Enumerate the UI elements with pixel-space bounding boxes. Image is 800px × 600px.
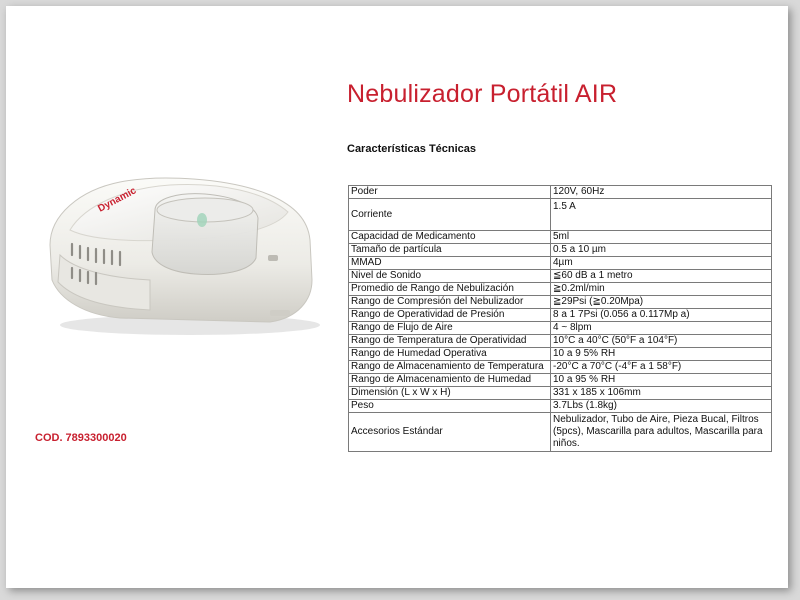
table-row xyxy=(349,186,772,199)
page-title: Nebulizador Portátil AIR xyxy=(347,80,618,108)
product-code: COD. 7893300020 xyxy=(35,432,127,444)
table-row xyxy=(349,244,772,257)
spec-value: 5ml xyxy=(551,231,772,244)
spec-value: ≧29Psi (≧0.20Mpa) xyxy=(551,296,772,309)
spec-label: Rango de Flujo de Aire xyxy=(349,322,551,335)
spec-label: Capacidad de Medicamento xyxy=(349,231,551,244)
spec-label: Accesorios Estándar xyxy=(349,413,551,452)
spec-label: Rango de Operatividad de Presión xyxy=(349,309,551,322)
spec-value: -20°C a 70°C (-4°F a 1 58°F) xyxy=(551,361,772,374)
spec-value: ≦60 dB a 1 metro xyxy=(551,270,772,283)
spec-value: 3.7Lbs (1.8kg) xyxy=(551,400,772,413)
spec-value: 8 a 1 7Psi (0.056 a 0.117Mp a) xyxy=(551,309,772,322)
spec-label: Peso xyxy=(349,400,551,413)
spec-value: 1.5 A xyxy=(551,199,772,231)
spec-label: Corriente xyxy=(349,199,551,231)
spec-value: 4µm xyxy=(551,257,772,270)
spec-label: Rango de Almacenamiento de Humedad xyxy=(349,374,551,387)
table-row xyxy=(349,199,772,231)
table-row xyxy=(349,257,772,270)
spec-value: 10 a 9 5% RH xyxy=(551,348,772,361)
table-row xyxy=(349,335,772,348)
spec-label: Rango de Almacenamiento de Temperatura xyxy=(349,361,551,374)
spec-label: Promedio de Rango de Nebulización xyxy=(349,283,551,296)
nebulizer-product-image xyxy=(30,160,330,340)
table-row xyxy=(349,309,772,322)
table-row xyxy=(349,296,772,309)
spec-label: MMAD xyxy=(349,257,551,270)
spec-value: 331 x 185 x 106mm xyxy=(551,387,772,400)
spec-value: 10 a 95 % RH xyxy=(551,374,772,387)
spec-value: 120V, 60Hz xyxy=(551,186,772,199)
section-subtitle: Características Técnicas xyxy=(347,143,477,155)
specs-table xyxy=(348,185,772,452)
table-row xyxy=(349,348,772,361)
spec-value: Nebulizador, Tubo de Aire, Pieza Bucal, Filtros (5pcs), Mascarilla para adultos, Mascarilla para niños. xyxy=(551,413,772,452)
table-row xyxy=(349,413,772,452)
spec-label: Poder xyxy=(349,186,551,199)
table-row xyxy=(349,231,772,244)
spec-label: Nivel de Sonido xyxy=(349,270,551,283)
spec-value: ≧0.2ml/min xyxy=(551,283,772,296)
table-row xyxy=(349,283,772,296)
spec-label: Rango de Humedad Operativa xyxy=(349,348,551,361)
table-row xyxy=(349,387,772,400)
table-row xyxy=(349,322,772,335)
spec-label: Dimensión (L x W x H) xyxy=(349,387,551,400)
table-row xyxy=(349,270,772,283)
spec-value: 4 ~ 8lpm xyxy=(551,322,772,335)
table-row xyxy=(349,374,772,387)
spec-label: Rango de Compresión del Nebulizador xyxy=(349,296,551,309)
svg-text:Dynamic: Dynamic xyxy=(96,185,139,215)
spec-value: 0.5 a 10 µm xyxy=(551,244,772,257)
table-row xyxy=(349,400,772,413)
table-row xyxy=(349,361,772,374)
spec-value: 10°C a 40°C (50°F a 104°F) xyxy=(551,335,772,348)
spec-label: Tamaño de partícula xyxy=(349,244,551,257)
spec-label: Rango de Temperatura de Operatividad xyxy=(349,335,551,348)
